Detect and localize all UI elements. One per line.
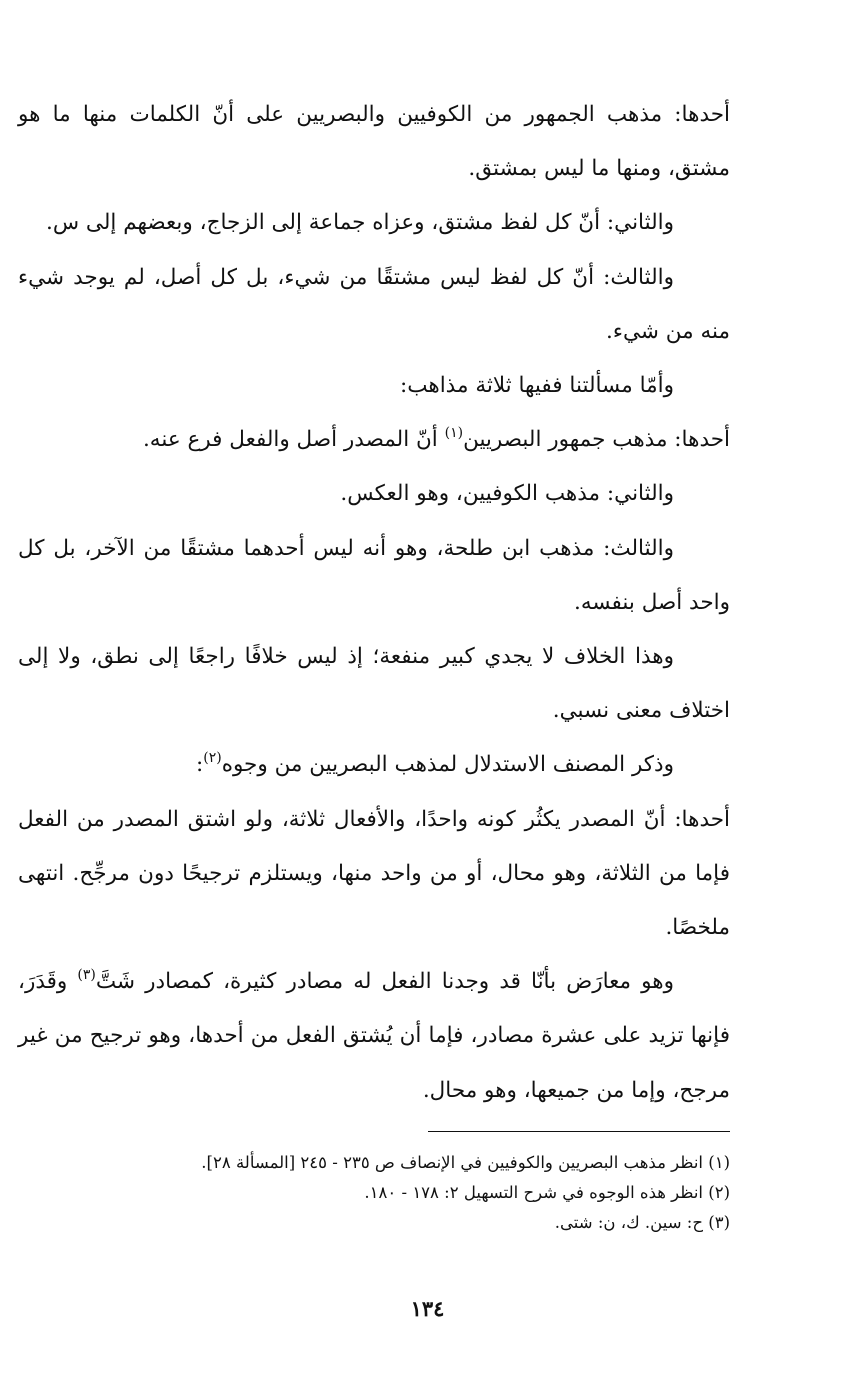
paragraph: والثاني: مذهب الكوفيين، وهو العكس. [340,481,674,507]
paragraph-text: أحدها: مذهب جمهور البصريين [463,427,730,453]
paragraph-text: وذكر المصنف الاستدلال لمذهب البصريين من وجوه [221,752,674,778]
paragraph-text: أنّ المصدر أصل والفعل فرع عنه. [142,427,438,453]
paragraph [18,955,730,1118]
footnote-separator [428,1131,730,1132]
paragraph: وهذا الخلاف لا يجدي كبير منفعة؛ إذ ليس خلافًا راجعًا إلى نطق، ولا إلى اختلاف معنى نسبي. [18,644,730,724]
footnote-ref: (٣) [77,967,96,984]
paragraph-text: وهو معارَض بأنّا قد وجدنا الفعل له مصادر كثيرة، كمصادر شَتَّ [95,969,674,995]
page-number: ١٣٤ [410,1296,445,1321]
paragraph: والثالث: أنّ كل لفظ ليس مشتقًا من شيء، بل كل أصل، لم يوجد شيء منه من شيء. [18,264,730,344]
paragraph [18,413,730,467]
paragraph: أحدها: مذهب الجمهور من الكوفيين والبصريين على أنّ الكلمات منها ما هو مشتق، ومنها ما ليس بمشتق. [18,102,730,182]
footnotes [180,1148,730,1238]
footnote: (٣) ح: سين. ك، ن: شتى. [554,1213,730,1232]
footnote-ref: (٢) [203,750,222,767]
paragraph-text: : [195,752,204,778]
paragraph: وأمّا مسألتنا ففيها ثلاثة مذاهب: [400,373,674,399]
paragraph: والثاني: أنّ كل لفظ مشتق، وعزاه جماعة إلى الزجاج، وبعضهم إلى س. [46,210,674,236]
footnote: (٢) انظر هذه الوجوه في شرح التسهيل ٢: ١٧٨ - ١٨٠. [364,1183,730,1202]
footnote-ref: (١) [444,425,464,442]
paragraph: والثالث: مذهب ابن طلحة، وهو أنه ليس أحدهما مشتقًا من الآخر، بل كل واحد أصل بنفسه. [18,535,730,615]
paragraph [18,738,730,792]
paragraph: أحدها: أنّ المصدر يكثُر كونه واحدًا، والأفعال ثلاثة، ولو اشتق المصدر من الفعل فإما من الثلاثة، وهو محال، أو من واحد منها، ويستلزم ترجيحًا دون مرجِّح. انتهى ملخصًا. [18,806,730,941]
footnote: (١) انظر مذهب البصريين والكوفيين في الإنصاف ص ٢٣٥ - ٢٤٥ [المسألة ٢٨]. [201,1153,730,1172]
paragraph-text: وقَدَرَ، فإنها تزيد على عشرة مصادر، فإما أن يُشتق الفعل من أحدها، وهو ترجيح من غير مرجح، وإما من جميعها، وهو محال. [18,969,730,1103]
main-text [18,88,730,1118]
